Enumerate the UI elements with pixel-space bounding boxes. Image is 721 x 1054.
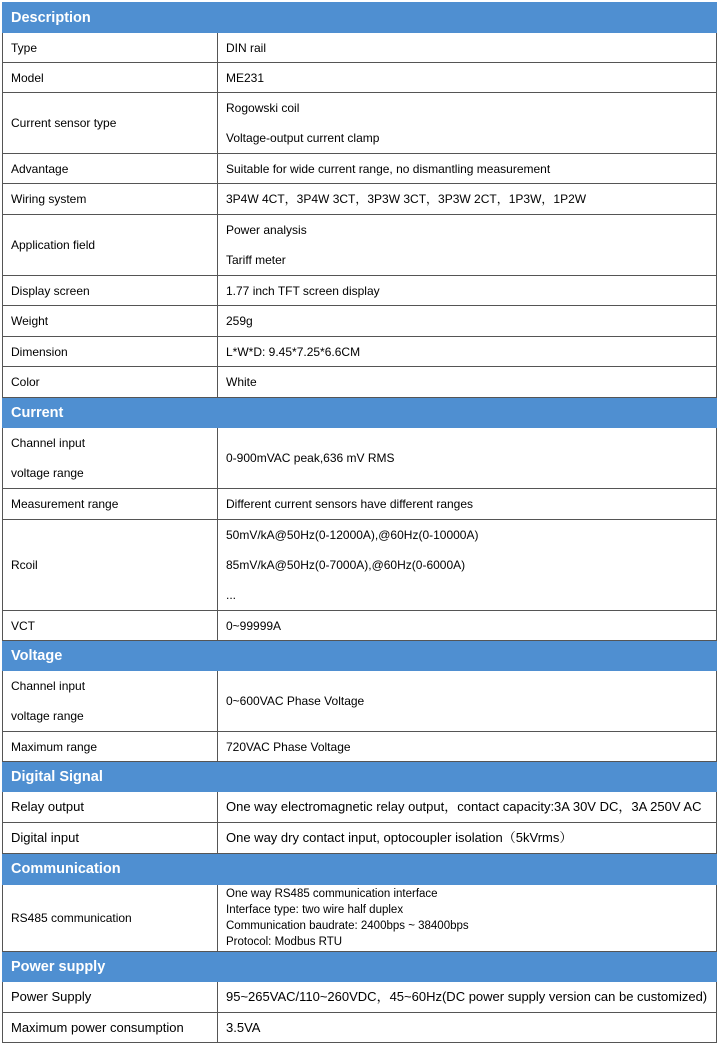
spec-row-power-supply <box>3 982 717 1013</box>
label-text: RS485 communication <box>11 911 132 925</box>
spec-row-wiring-system <box>3 184 717 215</box>
spec-row-type <box>3 33 717 63</box>
spec-row-rs485-communication <box>3 885 717 952</box>
section-current-header <box>3 398 717 428</box>
section-title: Communication <box>3 854 717 885</box>
spec-label <box>3 306 218 337</box>
spec-label <box>3 215 218 276</box>
value-line: Interface type: two wire half duplex <box>226 904 404 916</box>
spec-label <box>3 63 218 93</box>
value-text: 0~99999A <box>226 618 282 633</box>
label-text: Color <box>11 375 40 389</box>
value-text: One way dry contact input, optocoupler isolation（5kVrms） <box>226 830 573 845</box>
spec-row-rcoil <box>3 520 717 611</box>
spec-value <box>218 823 717 854</box>
label-text: Relay output <box>11 799 84 814</box>
label-text: Current sensor type <box>11 116 117 130</box>
value-text: 0-900mVAC peak,636 mV RMS <box>226 451 395 465</box>
section-description-header <box>3 3 717 33</box>
spec-row-measurement-range <box>3 489 717 520</box>
spec-row-application-field <box>3 215 717 276</box>
spec-label <box>3 1013 218 1043</box>
section-title: Digital Signal <box>3 762 717 792</box>
label-text: Weight <box>11 314 49 328</box>
spec-label <box>3 489 218 520</box>
spec-label <box>3 823 218 854</box>
section-title: Current <box>3 398 717 428</box>
spec-row-vct <box>3 611 717 641</box>
spec-label <box>3 611 218 641</box>
value-text: ME231 <box>226 70 265 85</box>
value-line: Protocol: Modbus RTU <box>226 936 343 948</box>
label-text: Dimension <box>11 344 68 359</box>
spec-row-advantage <box>3 154 717 184</box>
spec-value <box>218 885 717 952</box>
spec-value <box>218 63 717 93</box>
spec-label <box>3 33 218 63</box>
spec-row-maximum-range <box>3 732 717 762</box>
value-line: Voltage-output current clamp <box>226 131 380 145</box>
value-line: One way RS485 communication interface <box>226 888 438 900</box>
label-text: Advantage <box>11 161 69 176</box>
label-text: Measurement range <box>11 497 119 511</box>
spec-value <box>218 367 717 398</box>
label-text: Type <box>11 40 38 55</box>
spec-label <box>3 428 218 489</box>
spec-label <box>3 520 218 611</box>
spec-value <box>218 671 717 732</box>
label-text: Maximum range <box>11 739 98 754</box>
spec-label <box>3 671 218 732</box>
section-power-supply-header <box>3 952 717 982</box>
spec-label <box>3 367 218 398</box>
label-line: voltage range <box>11 466 84 480</box>
label-text: Rcoil <box>11 558 38 572</box>
value-line: Tariff meter <box>226 253 286 267</box>
spec-label <box>3 337 218 367</box>
spec-value <box>218 732 717 762</box>
label-text: Model <box>11 70 44 85</box>
spec-row-relay-output <box>3 792 717 823</box>
spec-label <box>3 154 218 184</box>
spec-value <box>218 428 717 489</box>
spec-value <box>218 489 717 520</box>
spec-row-channel-input-voltage-range <box>3 671 717 732</box>
spec-value <box>218 215 717 276</box>
value-line: ... <box>226 588 237 602</box>
spec-label <box>3 885 218 952</box>
spec-label <box>3 732 218 762</box>
spec-label <box>3 982 218 1013</box>
spec-row-display-screen <box>3 276 717 306</box>
spec-value <box>218 276 717 306</box>
spec-row-weight <box>3 306 717 337</box>
value-text: One way electromagnetic relay output，contact capacity:3A 30V DC，3A 250V AC <box>226 799 702 814</box>
label-text: Maximum power consumption <box>11 1019 184 1035</box>
value-line: Power analysis <box>226 223 307 237</box>
spec-row-model <box>3 63 717 93</box>
spec-value <box>218 306 717 337</box>
section-title: Voltage <box>3 641 717 671</box>
value-line: Communication baudrate: 2400bps ~ 38400bps <box>226 920 469 932</box>
spec-label <box>3 93 218 154</box>
section-digital-signal-header <box>3 762 717 792</box>
value-text: White <box>226 375 257 389</box>
label-line: voltage range <box>11 709 84 723</box>
spec-table <box>2 2 717 1043</box>
section-title: Description <box>3 3 717 33</box>
value-text: 95~265VAC/110~260VDC，45~60Hz(DC power supply version can be customized) <box>226 989 708 1004</box>
value-text: L*W*D: 9.45*7.25*6.6CM <box>226 344 361 359</box>
spec-label <box>3 276 218 306</box>
spec-row-current-sensor-type <box>3 93 717 154</box>
spec-label <box>3 792 218 823</box>
section-title: Power supply <box>3 952 717 982</box>
label-text: Digital input <box>11 830 79 845</box>
label-text: Power Supply <box>11 989 92 1004</box>
value-text: Different current sensors have different ranges <box>226 497 474 511</box>
value-text: 1.77 inch TFT screen display <box>226 283 380 298</box>
label-text: Display screen <box>11 283 90 298</box>
spec-row-dimension <box>3 337 717 367</box>
spec-value <box>218 184 717 215</box>
spec-row-channel-input-voltage-range <box>3 428 717 489</box>
spec-value <box>218 520 717 611</box>
spec-value <box>218 982 717 1013</box>
value-line: 85mV/kA@50Hz(0-7000A),@60Hz(0-6000A) <box>226 558 466 572</box>
spec-value <box>218 1013 717 1043</box>
label-line: Channel input <box>11 679 86 693</box>
spec-row-color <box>3 367 717 398</box>
value-line: Rogowski coil <box>226 101 300 115</box>
value-text: 3.5VA <box>226 1019 261 1035</box>
value-text: 3P4W 4CT，3P4W 3CT，3P3W 3CT，3P3W 2CT，1P3W，1P2W <box>226 192 587 206</box>
spec-body <box>3 3 717 1043</box>
section-voltage-header <box>3 641 717 671</box>
label-text: Wiring system <box>11 192 87 206</box>
spec-value <box>218 792 717 823</box>
spec-value <box>218 337 717 367</box>
spec-value <box>218 611 717 641</box>
spec-label <box>3 184 218 215</box>
spec-value <box>218 154 717 184</box>
spec-row-digital-input <box>3 823 717 854</box>
value-text: 720VAC Phase Voltage <box>226 739 351 754</box>
value-line: 50mV/kA@50Hz(0-12000A),@60Hz(0-10000A) <box>226 528 479 542</box>
value-text: 259g <box>226 314 253 328</box>
label-line: Channel input <box>11 436 86 450</box>
value-text: DIN rail <box>226 40 267 55</box>
label-text: VCT <box>11 618 35 633</box>
section-communication-header <box>3 854 717 885</box>
value-text: 0~600VAC Phase Voltage <box>226 694 365 708</box>
spec-value <box>218 93 717 154</box>
spec-row-maximum-power-consumption <box>3 1013 717 1043</box>
label-text: Application field <box>11 238 96 252</box>
value-text: Suitable for wide current range, no dismantling measurement <box>226 161 551 176</box>
spec-value <box>218 33 717 63</box>
